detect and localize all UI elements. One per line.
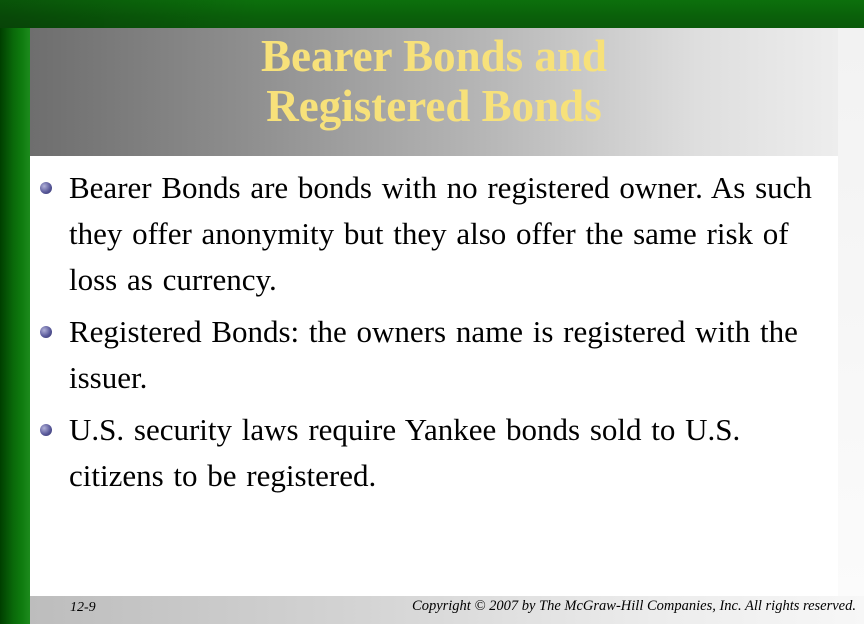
copyright-notice: Copyright © 2007 by The McGraw-Hill Companies, Inc. All rights reserved. [412, 598, 856, 614]
bullet-item [36, 407, 826, 499]
bullet-text: U.S. security laws require Yankee bonds sold to U.S. citizens to be registered. [69, 412, 741, 493]
bullet-dot-icon [40, 326, 52, 338]
slide-title-line-1: Bearer Bonds and [261, 31, 607, 81]
slide-title [30, 28, 838, 131]
bullet-item [36, 309, 826, 401]
right-strip [838, 28, 864, 596]
frame-left-bar [0, 0, 30, 624]
bullet-text: Registered Bonds: the owners name is registered with the issuer. [69, 314, 798, 395]
bullet-dot-icon [40, 424, 52, 436]
slide-number: 12-9 [70, 600, 96, 615]
bullet-list [36, 165, 826, 505]
bullet-dot-icon [40, 182, 52, 194]
bullet-text: Bearer Bonds are bonds with no registered owner. As such they offer anonymity but they also offer the same risk of loss as currency. [69, 170, 812, 297]
bullet-item [36, 165, 826, 303]
slide-title-line-2: Registered Bonds [266, 81, 602, 131]
frame-top-shade [0, 0, 864, 28]
